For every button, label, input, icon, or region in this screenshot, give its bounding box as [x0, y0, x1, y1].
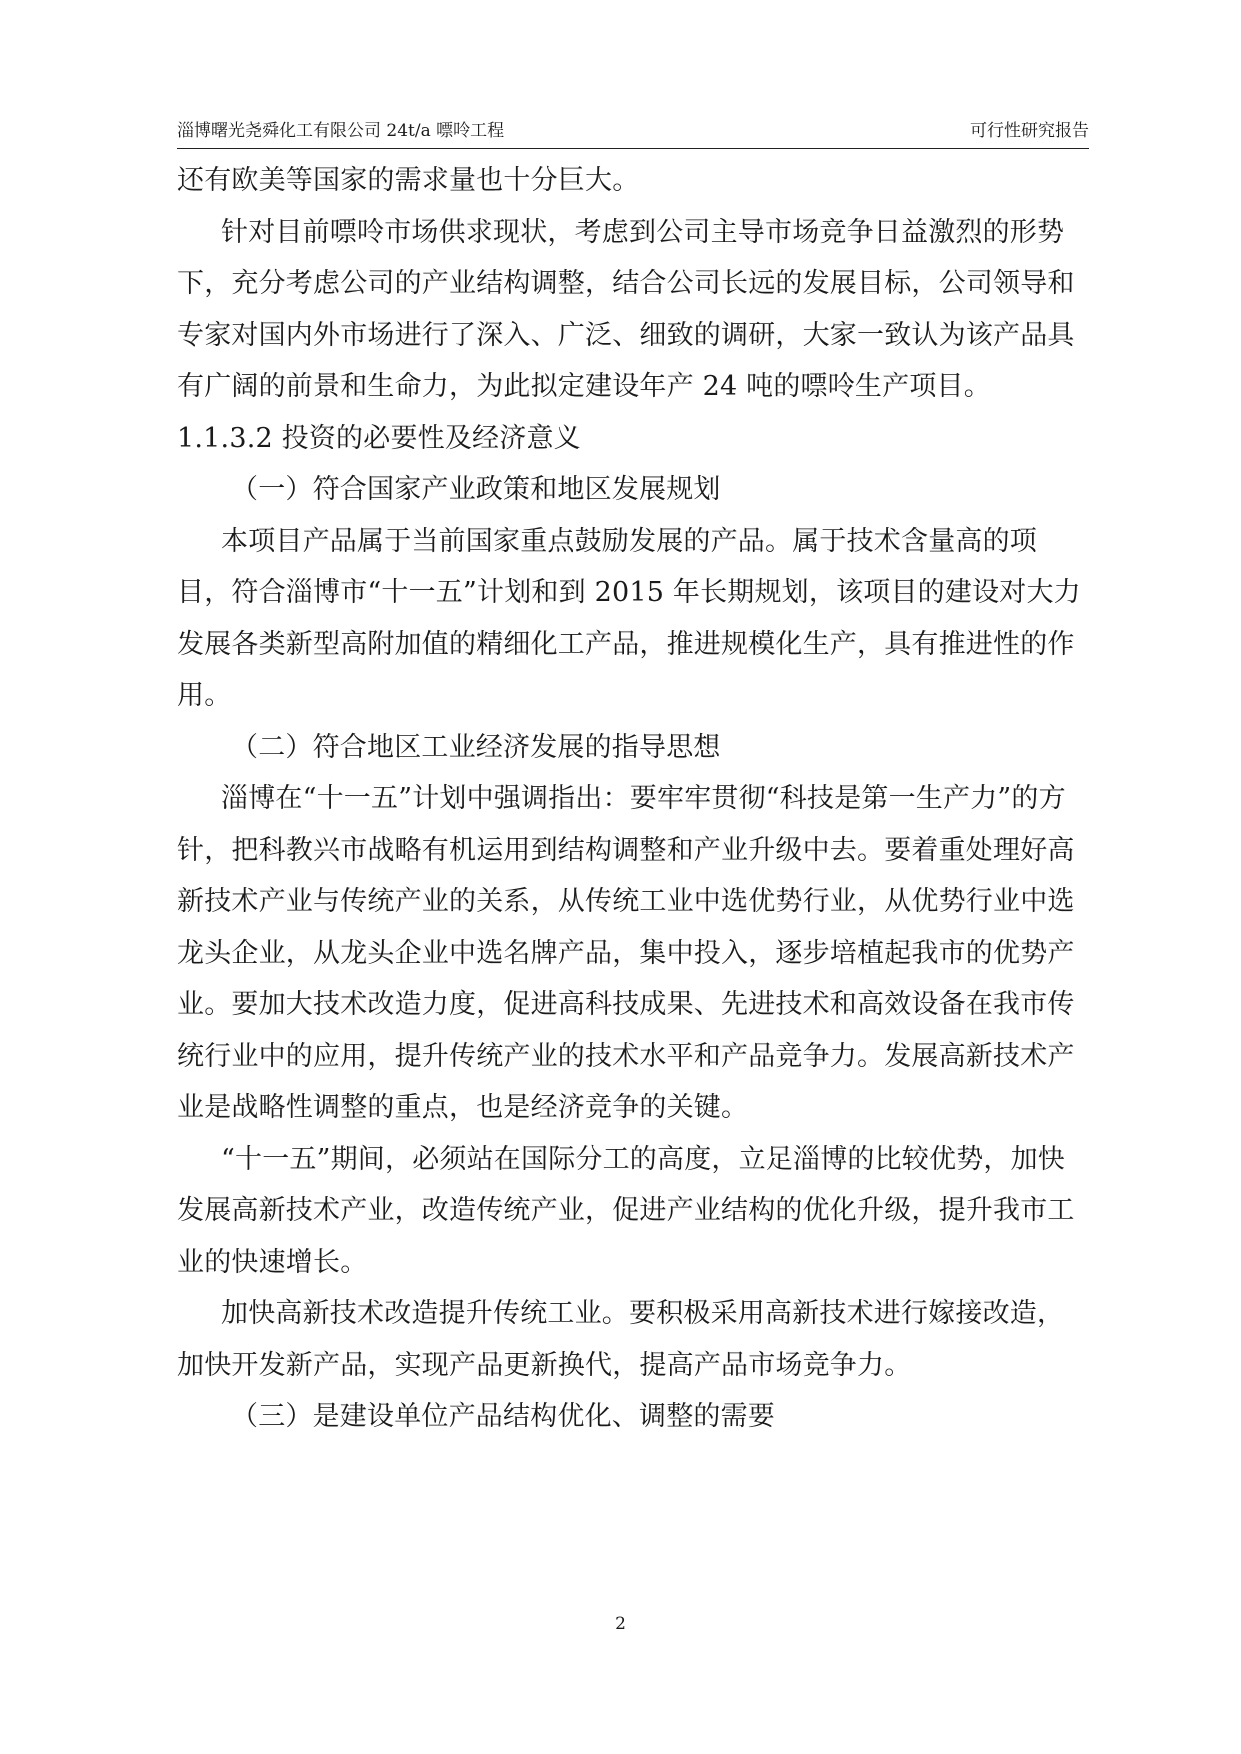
subheading-2: （二）符合地区工业经济发展的指导思想 — [231, 731, 721, 763]
paragraph-continuation: 还有欧美等国家的需求量也十分巨大。 — [177, 165, 640, 196]
page-number: 2 — [615, 1614, 626, 1634]
subheading-1: （一）符合国家产业政策和地区发展规划 — [231, 474, 721, 505]
paragraph-policy: 本项目产品属于当前国家重点鼓励发展的产品。属于技术含量高的项目，符合淄博市“十一五”计划和到 2015 年长期规划，该项目的建设对大力发展各类新型高附加值的精细化工产品，推进规模化生产，具有推进性的作用。 — [177, 525, 1081, 711]
header-doc-type: 可行性研究报告 — [970, 121, 1089, 141]
paragraph-market-status: 针对目前嘌呤市场供求现状，考虑到公司主导市场竞争日益激烈的形势下，充分考虑公司的产业结构调整，结合公司长远的发展目标，公司领导和专家对国内外市场进行了深入、广泛、细致的调研，大家一致认为该产品具有广阔的前景和生命力，为此拟定建设年产 24 吨的嘌呤生产项目。 — [177, 216, 1075, 402]
page-header — [177, 118, 1089, 149]
paragraph-tech-upgrade: 加快高新技术改造提升传统工业。要积极采用高新技术进行嫁接改造，加快开发新产品，实现产品更新换代，提高产品市场竞争力。 — [177, 1298, 1065, 1381]
section-heading: 1.1.3.2 投资的必要性及经济意义 — [177, 422, 581, 454]
paragraph-guidance: 淄博在“十一五”计划中强调指出：要牢牢贯彻“科技是第一生产力”的方针，把科教兴市战略有机运用到结构调整和产业升级中去。要着重处理好高新技术产业与传统产业的关系，从传统工业中选优势行业，从优势行业中选龙头企业，从龙头企业中选名牌产品，集中投入，逐步培植起我市的优势产业。要加大技术改造力度，促进高科技成果、先进技术和高效设备在我市传统行业中的应用，提升传统产业的技术水平和产品竞争力。发展高新技术产业是战略性调整的重点，也是经济竞争的关键。 — [177, 783, 1075, 1123]
paragraph-five-year-plan: “十一五”期间，必须站在国际分工的高度，立足淄博的比较优势，加快发展高新技术产业，改造传统产业，促进产业结构的优化升级，提升我市工业的快速增长。 — [177, 1143, 1075, 1278]
document-body — [177, 155, 1089, 1443]
subheading-3: （三）是建设单位产品结构优化、调整的需要 — [231, 1401, 775, 1432]
header-title: 淄博曙光尧舜化工有限公司 24t/a 嘌呤工程 — [177, 121, 505, 141]
